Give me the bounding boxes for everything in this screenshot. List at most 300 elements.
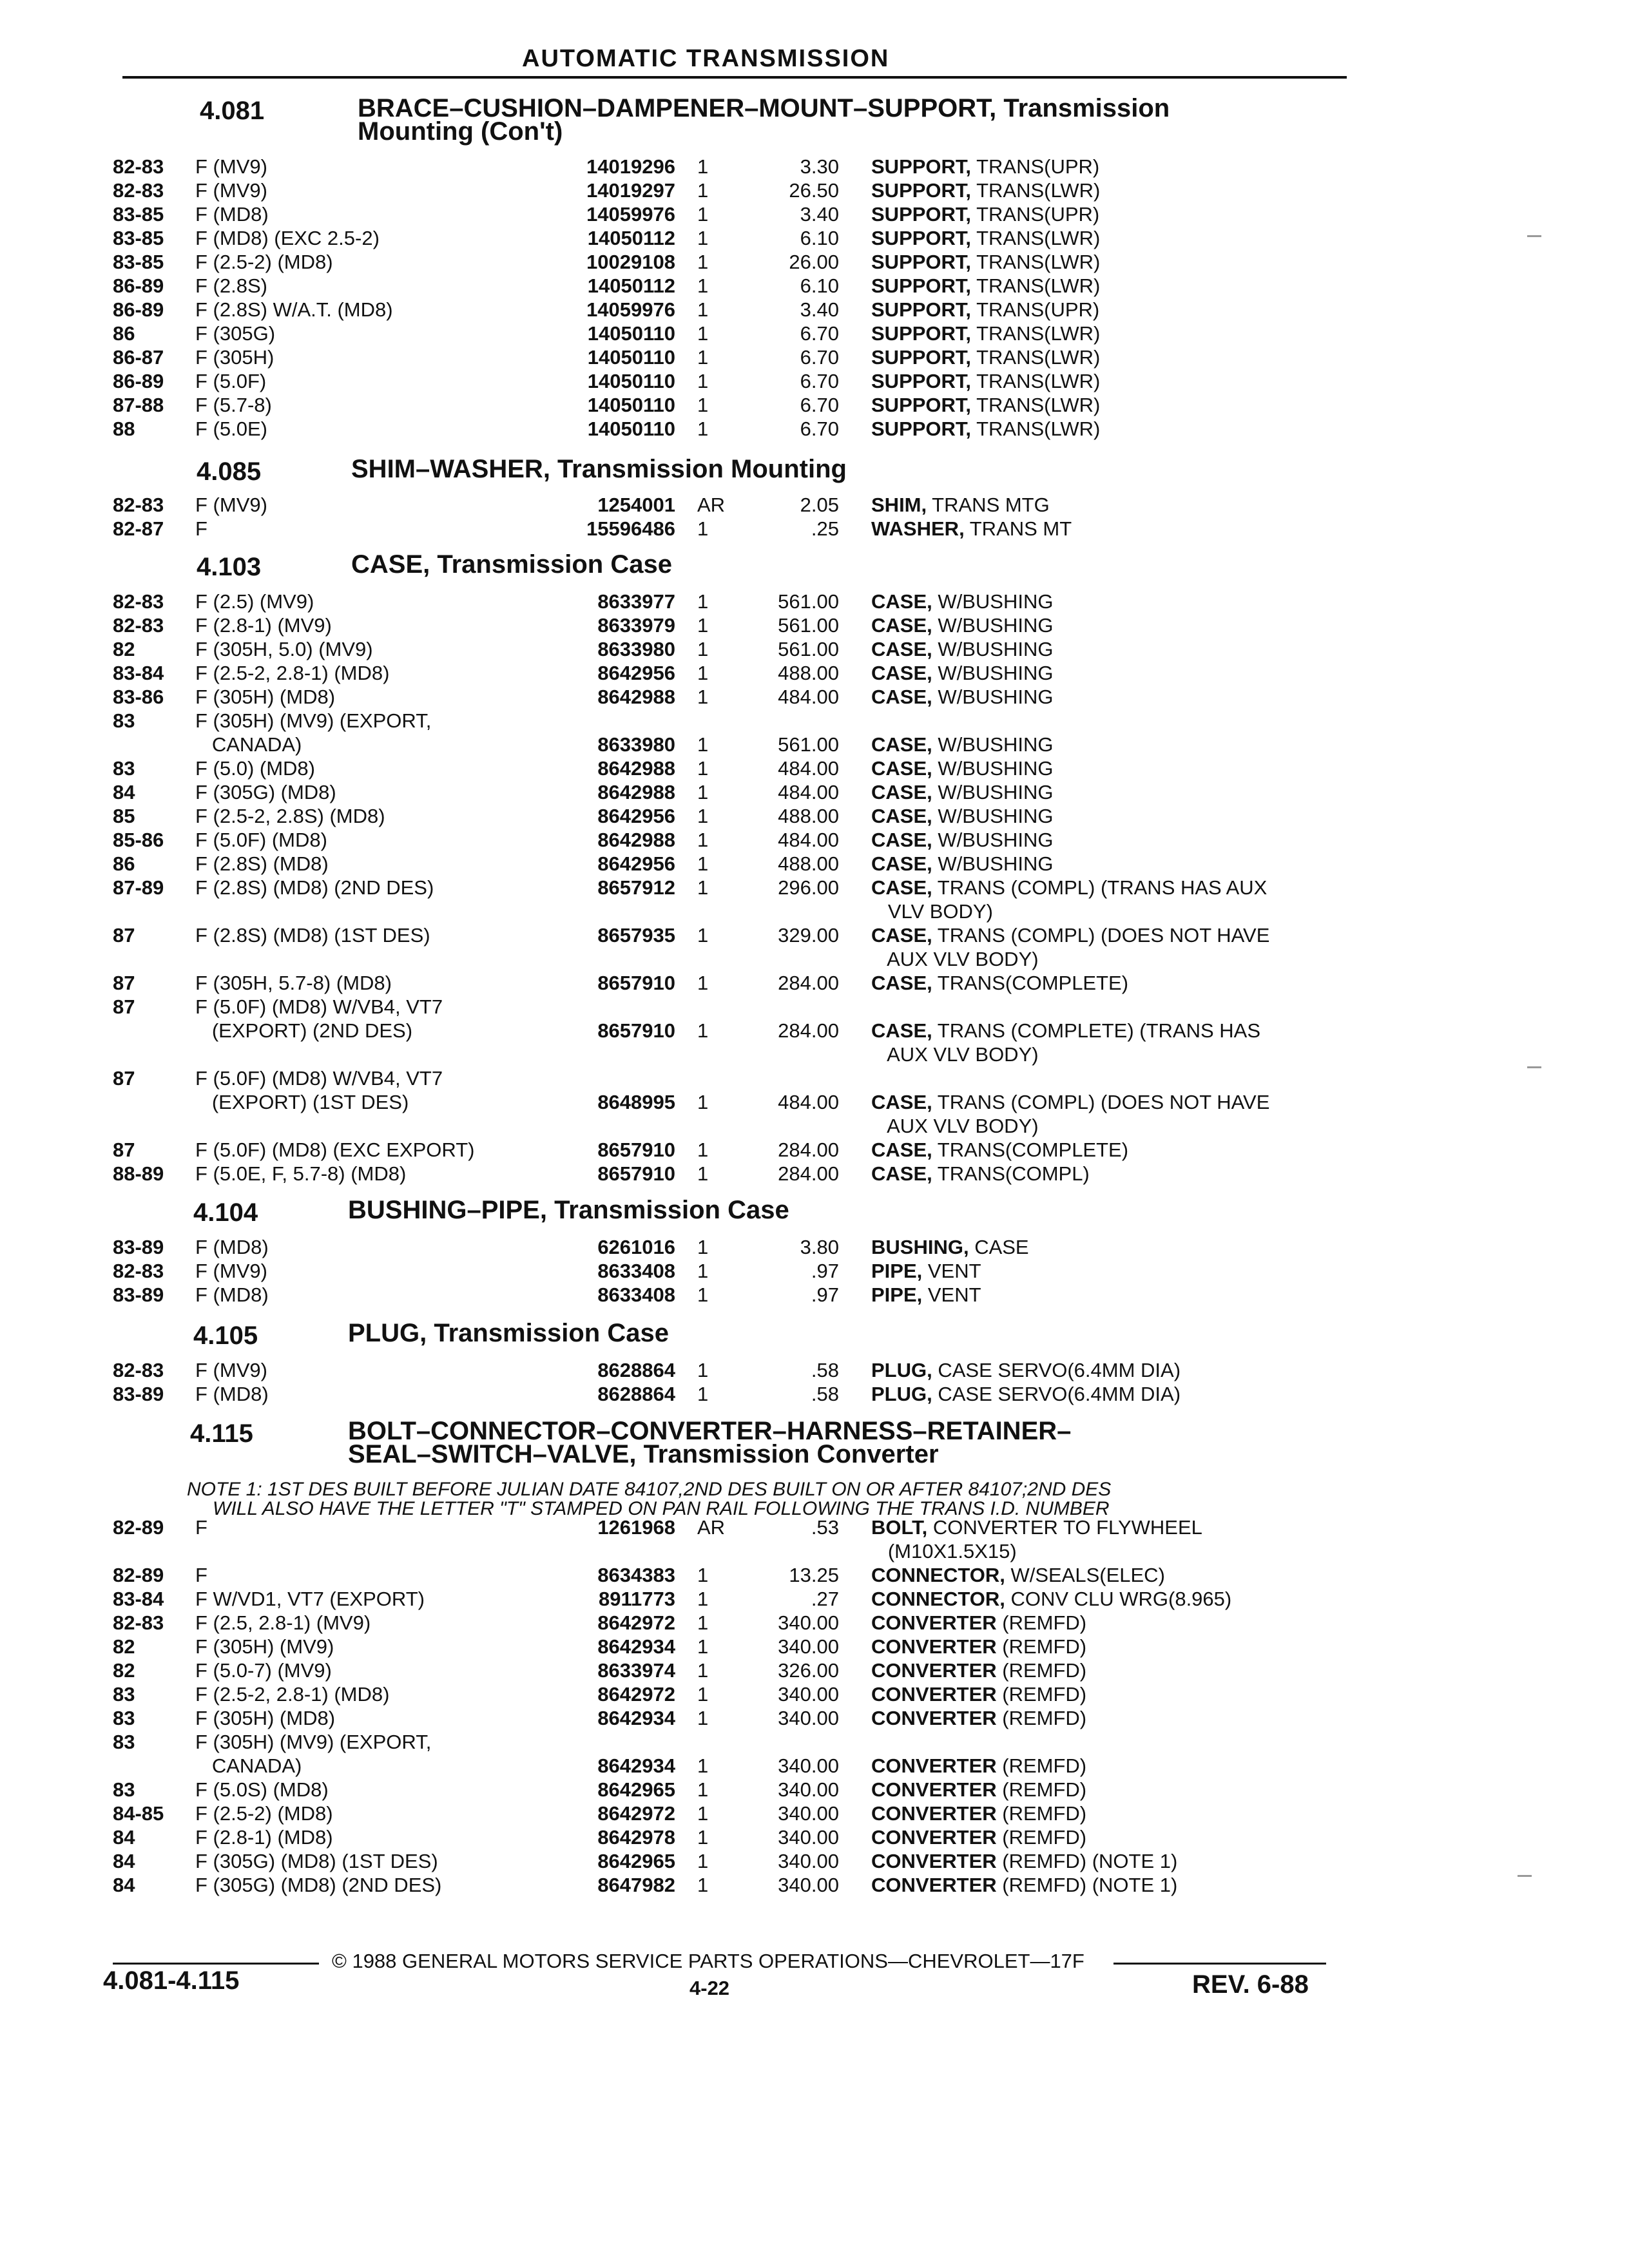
application: F (5.7-8)	[195, 394, 272, 416]
application: F (5.0F) (MD8) (EXC EXPORT)	[195, 1139, 475, 1161]
section-number: 4.081	[200, 97, 265, 125]
part-name: SUPPORT,	[871, 346, 972, 369]
application: F (MV9)	[195, 1359, 267, 1381]
quantity: 1	[697, 517, 709, 540]
part-detail: AUX VLV BODY)	[871, 1043, 1039, 1066]
part-name: PIPE,	[871, 1260, 923, 1282]
quantity: 1	[697, 1874, 709, 1896]
part-detail: TRANS (COMPL) (DOES NOT HAVE	[932, 1091, 1270, 1113]
part-detail: TRANS(LWR)	[971, 370, 1101, 392]
model-years: 83	[113, 1731, 135, 1753]
quantity: AR	[697, 494, 726, 516]
section-note: NOTE 1: 1ST DES BUILT BEFORE JULIAN DATE 84107,2ND DES BUILT ON OR AFTER 84107;2ND DES	[187, 1479, 1112, 1500]
part-name: PLUG,	[871, 1359, 932, 1381]
section-title: BOLT–CONNECTOR–CONVERTER–HARNESS–RETAINER–	[348, 1417, 1072, 1445]
model-years: 83	[113, 757, 135, 780]
part-name: CASE,	[871, 662, 932, 684]
part-number: 8642988	[597, 757, 675, 780]
part-number: 14019296	[586, 155, 675, 178]
parts-row	[0, 274, 1629, 298]
quantity: 1	[697, 1659, 709, 1682]
footer-page-number: 4-22	[689, 1977, 730, 1999]
quantity: 1	[697, 686, 709, 708]
part-number: 8642956	[597, 662, 675, 684]
quantity: 1	[697, 179, 709, 202]
part-number: 8911773	[599, 1588, 675, 1610]
model-years: 88-89	[113, 1162, 164, 1185]
part-name: CONVERTER	[871, 1874, 997, 1896]
part-detail: (REMFD)	[996, 1659, 1087, 1682]
part-number: 8633408	[597, 1283, 675, 1306]
model-years: 88	[113, 418, 135, 440]
part-description	[871, 1706, 1086, 1730]
part-description	[871, 876, 1267, 899]
part-description	[871, 780, 1053, 804]
model-years: 87	[113, 1139, 135, 1161]
application: F (305H) (MD8)	[195, 1707, 336, 1729]
part-description	[871, 1754, 1086, 1778]
model-years: 87	[113, 1067, 135, 1090]
application: F (2.5-2) (MD8)	[195, 251, 333, 273]
quantity: 1	[697, 972, 709, 994]
parts-row	[0, 1825, 1629, 1849]
model-years: 84-85	[113, 1802, 164, 1825]
parts-row	[0, 1358, 1629, 1382]
quantity: AR	[697, 1516, 726, 1539]
part-description	[871, 1090, 1269, 1114]
parts-row	[0, 393, 1629, 417]
model-years: 82-83	[113, 179, 164, 202]
quantity: 1	[697, 298, 709, 321]
list-price: .53	[811, 1516, 839, 1539]
parts-row	[0, 1730, 1629, 1754]
application: F	[195, 517, 207, 540]
quantity: 1	[697, 1778, 709, 1801]
parts-row	[0, 345, 1629, 369]
parts-row	[0, 1162, 1629, 1186]
part-detail: CONV CLU WRG(8.965)	[1005, 1588, 1232, 1610]
quantity: 1	[697, 781, 709, 803]
part-name: CASE,	[871, 614, 932, 637]
application: F	[195, 1516, 207, 1539]
list-price: 340.00	[778, 1683, 839, 1706]
part-detail: TRANS(UPR)	[971, 155, 1100, 178]
quantity: 1	[697, 1611, 709, 1634]
quantity: 1	[697, 1564, 709, 1586]
part-number: 8628864	[597, 1359, 675, 1381]
part-name: CASE,	[871, 1019, 932, 1042]
model-years: 84	[113, 1874, 135, 1896]
parts-row	[0, 178, 1629, 202]
part-detail: W/BUSHING	[932, 590, 1054, 613]
part-number: 8642934	[597, 1635, 675, 1658]
part-description	[871, 1138, 1128, 1162]
part-description	[871, 1259, 981, 1283]
list-price: .25	[811, 517, 839, 540]
list-price: .97	[811, 1260, 839, 1282]
list-price: 340.00	[778, 1707, 839, 1729]
model-years: 83-85	[113, 251, 164, 273]
part-number: 8642956	[597, 852, 675, 875]
list-price: 488.00	[778, 852, 839, 875]
application: F (MD8)	[195, 203, 269, 226]
model-years: 86	[113, 852, 135, 875]
part-name: CONNECTOR,	[871, 1588, 1005, 1610]
parts-row	[0, 1019, 1629, 1043]
part-number: 14059976	[586, 298, 675, 321]
part-number: 8642988	[597, 781, 675, 803]
part-number: 14050110	[587, 346, 675, 369]
parts-row	[0, 756, 1629, 780]
list-price: 561.00	[778, 590, 839, 613]
application: F (305G) (MD8) (1ST DES)	[195, 1850, 438, 1872]
part-number: 6261016	[597, 1236, 675, 1258]
parts-row	[0, 1090, 1629, 1114]
part-name: WASHER,	[871, 517, 965, 540]
quantity: 1	[697, 1754, 709, 1777]
part-description	[871, 1778, 1086, 1802]
parts-row	[0, 1563, 1629, 1587]
part-name: BUSHING,	[871, 1236, 969, 1258]
list-price: 284.00	[778, 1139, 839, 1161]
model-years: 86-87	[113, 346, 164, 369]
parts-row	[0, 517, 1629, 541]
model-years: 83-84	[113, 1588, 164, 1610]
application: (EXPORT) (1ST DES)	[195, 1091, 409, 1113]
model-years: 82-89	[113, 1564, 164, 1586]
model-years: 82-83	[113, 155, 164, 178]
application: F (305H) (MV9) (EXPORT,	[195, 709, 432, 732]
quantity: 1	[697, 346, 709, 369]
part-description	[871, 1515, 1202, 1539]
section-title: PLUG, Transmission Case	[348, 1319, 669, 1347]
list-price: 6.70	[800, 346, 839, 369]
parts-row	[0, 1283, 1629, 1307]
part-number: 8657910	[597, 1139, 675, 1161]
part-detail: W/BUSHING	[932, 852, 1054, 875]
section-title-line2: SEAL–SWITCH–VALVE, Transmission Converter	[348, 1440, 939, 1468]
part-name: CONVERTER	[871, 1754, 997, 1777]
part-description	[871, 804, 1053, 828]
application: F (2.5, 2.8-1) (MV9)	[195, 1611, 371, 1634]
footer-rule-right	[1113, 1963, 1326, 1965]
list-price: 26.50	[789, 179, 839, 202]
part-description	[871, 1611, 1086, 1635]
list-price: 340.00	[778, 1826, 839, 1849]
list-price: 3.30	[800, 155, 839, 178]
part-number: 8642972	[597, 1683, 675, 1706]
quantity: 1	[697, 418, 709, 440]
model-years: 83	[113, 1707, 135, 1729]
parts-row	[0, 733, 1629, 756]
part-number: 8633980	[597, 638, 675, 660]
model-years: 87	[113, 972, 135, 994]
part-detail: (REMFD)	[996, 1707, 1087, 1729]
quantity: 1	[697, 1850, 709, 1872]
part-name: SUPPORT,	[871, 298, 972, 321]
part-number: 8657912	[597, 876, 675, 899]
part-name: CONVERTER	[871, 1659, 997, 1682]
parts-row	[0, 923, 1629, 947]
part-description	[871, 345, 1100, 369]
part-name: CASE,	[871, 686, 932, 708]
part-name: CONVERTER	[871, 1707, 997, 1729]
part-detail: TRANS(LWR)	[971, 274, 1101, 297]
model-years: 83-89	[113, 1236, 164, 1258]
part-number: 8642956	[597, 805, 675, 827]
model-years: 84	[113, 1850, 135, 1872]
part-detail: TRANS(LWR)	[971, 418, 1101, 440]
margin-mark	[1518, 1875, 1532, 1877]
application: F W/VD1, VT7 (EXPORT)	[195, 1588, 425, 1610]
application: F (305H)	[195, 346, 275, 369]
quantity: 1	[697, 876, 709, 899]
part-description	[871, 1043, 1039, 1066]
part-detail: TRANS (COMPL) (TRANS HAS AUX	[932, 876, 1268, 899]
part-name: CASE,	[871, 757, 932, 780]
part-description	[871, 1283, 981, 1307]
application: F (5.0) (MD8)	[195, 757, 315, 780]
quantity: 1	[697, 274, 709, 297]
part-name: CASE,	[871, 590, 932, 613]
application: F (2.5-2) (MD8)	[195, 1802, 333, 1825]
model-years: 83-84	[113, 662, 164, 684]
part-number: 8642934	[597, 1754, 675, 1777]
quantity: 1	[697, 662, 709, 684]
part-name: CONVERTER	[871, 1611, 997, 1634]
part-number: 8642988	[597, 686, 675, 708]
quantity: 1	[697, 155, 709, 178]
part-number: 8634383	[597, 1564, 675, 1586]
section-number: 4.085	[197, 457, 262, 486]
part-name: SUPPORT,	[871, 322, 972, 345]
part-number: 8642988	[597, 829, 675, 851]
parts-row	[0, 1682, 1629, 1706]
part-number: 8647982	[597, 1874, 675, 1896]
part-description	[871, 923, 1269, 947]
parts-row	[0, 899, 1629, 923]
quantity: 1	[697, 1383, 709, 1405]
footer-section-range: 4.081-4.115	[103, 1966, 240, 1995]
part-detail: VENT	[922, 1283, 981, 1306]
model-years: 84	[113, 781, 135, 803]
list-price: .58	[811, 1383, 839, 1405]
list-price: 340.00	[778, 1850, 839, 1872]
parts-row	[0, 804, 1629, 828]
part-description	[871, 971, 1128, 995]
list-price: .27	[811, 1588, 839, 1610]
application: F (5.0E, F, 5.7-8) (MD8)	[195, 1162, 407, 1185]
quantity: 1	[697, 829, 709, 851]
application: (EXPORT) (2ND DES)	[195, 1019, 413, 1042]
model-years: 82	[113, 1635, 135, 1658]
part-name: SUPPORT,	[871, 251, 972, 273]
part-detail: VLV BODY)	[871, 900, 993, 923]
part-description	[871, 1682, 1086, 1706]
part-name: CONVERTER	[871, 1635, 997, 1658]
part-description	[871, 1114, 1039, 1138]
part-description	[871, 250, 1100, 274]
parts-row	[0, 226, 1629, 250]
list-price: .97	[811, 1283, 839, 1306]
list-price: 6.70	[800, 394, 839, 416]
list-price: 3.40	[800, 203, 839, 226]
application: F (2.8S) W/A.T. (MD8)	[195, 298, 393, 321]
part-name: CASE,	[871, 924, 932, 947]
model-years: 87	[113, 924, 135, 947]
quantity: 1	[697, 1091, 709, 1113]
parts-row	[0, 298, 1629, 322]
part-description	[871, 1358, 1181, 1382]
quantity: 1	[697, 227, 709, 249]
model-years: 82-83	[113, 494, 164, 516]
part-number: 8642934	[597, 1707, 675, 1729]
part-name: CASE,	[871, 852, 932, 875]
application: F (305G) (MD8) (2ND DES)	[195, 1874, 442, 1896]
part-number: 14059976	[586, 203, 675, 226]
model-years: 86	[113, 322, 135, 345]
parts-row	[0, 637, 1629, 661]
part-name: CONVERTER	[871, 1683, 997, 1706]
model-years: 83	[113, 709, 135, 732]
parts-row	[0, 417, 1629, 441]
part-description	[871, 637, 1053, 661]
part-description	[871, 852, 1053, 876]
section-number: 4.103	[197, 553, 262, 581]
part-detail: (REMFD) (NOTE 1)	[996, 1850, 1178, 1872]
part-name: CONVERTER	[871, 1778, 997, 1801]
parts-row	[0, 1658, 1629, 1682]
part-description	[871, 226, 1100, 250]
quantity: 1	[697, 852, 709, 875]
part-number: 8648995	[597, 1091, 675, 1113]
list-price: 340.00	[778, 1635, 839, 1658]
part-number: 8633977	[597, 590, 675, 613]
part-number: 14050110	[587, 322, 675, 345]
part-name: PLUG,	[871, 1383, 932, 1405]
application: F (MD8)	[195, 1236, 269, 1258]
part-detail: W/BUSHING	[932, 733, 1054, 756]
parts-row	[0, 1802, 1629, 1825]
parts-row	[0, 613, 1629, 637]
part-detail: TRANS(COMPL)	[932, 1162, 1090, 1185]
part-number: 8642978	[597, 1826, 675, 1849]
part-detail: (REMFD)	[996, 1635, 1087, 1658]
part-name: CASE,	[871, 829, 932, 851]
list-price: 561.00	[778, 733, 839, 756]
part-detail: AUX VLV BODY)	[871, 948, 1039, 970]
part-description	[871, 1235, 1029, 1259]
page-title: AUTOMATIC TRANSMISSION	[522, 45, 890, 72]
list-price: 484.00	[778, 757, 839, 780]
footer-copyright: © 1988 GENERAL MOTORS SERVICE PARTS OPERATIONS—CHEVROLET—17F	[332, 1950, 1084, 1972]
quantity: 1	[697, 1635, 709, 1658]
part-number: 8633979	[597, 614, 675, 637]
part-name: SUPPORT,	[871, 203, 972, 226]
part-detail: CASE SERVO(6.4MM DIA)	[932, 1359, 1181, 1381]
part-description	[871, 1849, 1177, 1873]
model-years: 82	[113, 638, 135, 660]
header-rule	[122, 76, 1347, 79]
part-description	[871, 899, 993, 923]
quantity: 1	[697, 1359, 709, 1381]
part-description	[871, 1825, 1086, 1849]
application: F (2.5-2, 2.8-1) (MD8)	[195, 662, 390, 684]
quantity: 1	[697, 1802, 709, 1825]
application: F (5.0-7) (MV9)	[195, 1659, 332, 1682]
model-years: 83-89	[113, 1383, 164, 1405]
part-detail: TRANS (COMPL) (DOES NOT HAVE	[932, 924, 1270, 947]
part-detail: VENT	[922, 1260, 981, 1282]
part-detail: CASE SERVO(6.4MM DIA)	[932, 1383, 1181, 1405]
application: F (305H) (MV9)	[195, 1635, 334, 1658]
part-detail: W/BUSHING	[932, 757, 1054, 780]
part-number: 8633980	[597, 733, 675, 756]
part-description	[871, 590, 1053, 613]
part-detail: TRANS(LWR)	[971, 346, 1101, 369]
part-number: 8657910	[597, 1162, 675, 1185]
list-price: 284.00	[778, 972, 839, 994]
part-name: SHIM,	[871, 494, 927, 516]
parts-row	[0, 1382, 1629, 1406]
part-detail: AUX VLV BODY)	[871, 1115, 1039, 1137]
parts-row	[0, 1873, 1629, 1897]
part-number: 8657910	[597, 972, 675, 994]
part-detail: TRANS(COMPLETE)	[932, 1139, 1129, 1161]
part-name: SUPPORT,	[871, 227, 972, 249]
section-title: BUSHING–PIPE, Transmission Case	[348, 1196, 789, 1224]
model-years: 87	[113, 995, 135, 1018]
quantity: 1	[697, 638, 709, 660]
quantity: 1	[697, 805, 709, 827]
model-years: 85	[113, 805, 135, 827]
part-description	[871, 1635, 1086, 1658]
application: F (2.8S)	[195, 274, 267, 297]
part-number: 14019297	[586, 179, 675, 202]
part-detail: (REMFD) (NOTE 1)	[996, 1874, 1178, 1896]
part-number: 8633408	[597, 1260, 675, 1282]
model-years: 86-89	[113, 370, 164, 392]
part-name: SUPPORT,	[871, 394, 972, 416]
part-detail: TRANS (COMPLETE) (TRANS HAS	[932, 1019, 1261, 1042]
part-description	[871, 417, 1100, 441]
model-years: 82-83	[113, 614, 164, 637]
part-detail: W/BUSHING	[932, 614, 1054, 637]
part-name: SUPPORT,	[871, 418, 972, 440]
part-detail: TRANS MTG	[927, 494, 1050, 516]
part-name: CASE,	[871, 1162, 932, 1185]
model-years: 87-89	[113, 876, 164, 899]
part-description	[871, 1873, 1177, 1897]
parts-row	[0, 709, 1629, 733]
part-description	[871, 322, 1100, 345]
application: F (5.0F) (MD8)	[195, 829, 327, 851]
model-years: 82-83	[113, 1611, 164, 1634]
list-price: 340.00	[778, 1611, 839, 1634]
part-detail: (REMFD)	[996, 1778, 1087, 1801]
part-detail: (REMFD)	[996, 1683, 1087, 1706]
list-price: 6.70	[800, 370, 839, 392]
part-name: CASE,	[871, 638, 932, 660]
list-price: 6.10	[800, 227, 839, 249]
list-price: 484.00	[778, 829, 839, 851]
part-number: 8633974	[597, 1659, 675, 1682]
part-detail: TRANS(LWR)	[971, 394, 1101, 416]
list-price: 26.00	[789, 251, 839, 273]
part-detail: (REMFD)	[996, 1611, 1087, 1634]
part-detail: TRANS MT	[964, 517, 1072, 540]
parts-row	[0, 1259, 1629, 1283]
